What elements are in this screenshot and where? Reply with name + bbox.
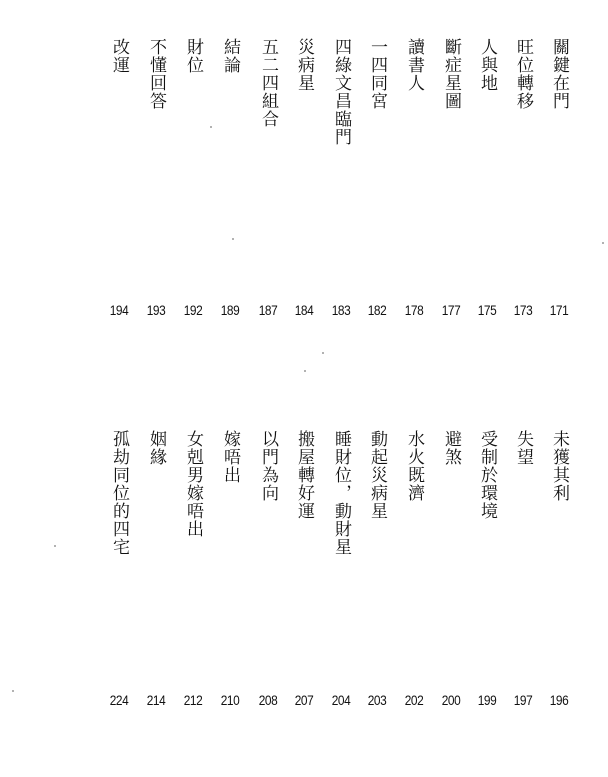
- toc-entry-page-number: 183: [331, 302, 351, 318]
- toc-entry-title: 斷症星圖: [441, 38, 461, 110]
- toc-entry-page-number: 171: [549, 302, 569, 318]
- toc-entry-title: 搬屋轉好運: [294, 430, 314, 520]
- toc-entry-title: 旺位轉移: [513, 38, 533, 110]
- toc-entry-page-number: 178: [404, 302, 424, 318]
- toc-entry-page-number: 194: [109, 302, 129, 318]
- toc-entry-title: 人與地: [477, 38, 497, 92]
- toc-entry-title: 災病星: [294, 38, 314, 92]
- scan-speck: [210, 126, 212, 128]
- toc-entry-title: 財位: [183, 38, 203, 74]
- toc-entry-page-number: 173: [513, 302, 533, 318]
- scan-speck: [12, 690, 14, 692]
- toc-entry-page-number: 224: [109, 692, 129, 708]
- toc-entry-title: 關鍵在門: [549, 38, 569, 110]
- scan-speck: [322, 352, 324, 354]
- toc-entry-title: 嫁唔出: [220, 430, 240, 484]
- toc-entry-title: 結論: [220, 38, 240, 74]
- scan-speck: [602, 242, 604, 244]
- toc-entry-title: 未獲其利: [549, 430, 569, 502]
- toc-entry-page-number: 182: [367, 302, 387, 318]
- toc-entry-title: 五二四組合: [258, 38, 278, 128]
- toc-entry-page-number: 212: [183, 692, 203, 708]
- toc-entry-page-number: 177: [441, 302, 461, 318]
- toc-entry-page-number: 204: [331, 692, 351, 708]
- toc-entry-title: 讀書人: [404, 38, 424, 92]
- toc-entry-page-number: 175: [477, 302, 497, 318]
- toc-entry-title: 以門為向: [258, 430, 278, 502]
- toc-entry-page-number: 207: [294, 692, 314, 708]
- scan-speck: [304, 370, 306, 372]
- toc-entry-title: 水火既濟: [404, 430, 424, 502]
- toc-entry-page-number: 196: [549, 692, 569, 708]
- toc-entry-page-number: 192: [183, 302, 203, 318]
- toc-entry-page-number: 203: [367, 692, 387, 708]
- toc-entry-title: 姻緣: [146, 430, 166, 466]
- toc-entry-page-number: 202: [404, 692, 424, 708]
- toc-entry-title: 四綠文昌臨門: [331, 38, 351, 146]
- toc-entry-title: 孤劫同位的四宅: [109, 430, 129, 556]
- toc-entry-title: 女剋男嫁唔出: [183, 430, 203, 538]
- toc-entry-title: 失望: [513, 430, 533, 466]
- toc-entry-page-number: 214: [146, 692, 166, 708]
- toc-entry-title: 動起災病星: [367, 430, 387, 520]
- toc-entry-page-number: 189: [220, 302, 240, 318]
- toc-entry-title: 受制於環境: [477, 430, 497, 520]
- toc-entry-page-number: 210: [220, 692, 240, 708]
- scan-speck: [232, 238, 234, 240]
- toc-entry-page-number: 187: [258, 302, 278, 318]
- toc-entry-title: 避煞: [441, 430, 461, 466]
- toc-entry-title: 睡財位，動財星: [331, 430, 351, 556]
- toc-entry-page-number: 184: [294, 302, 314, 318]
- toc-entry-page-number: 200: [441, 692, 461, 708]
- toc-entry-page-number: 197: [513, 692, 533, 708]
- toc-entry-page-number: 208: [258, 692, 278, 708]
- toc-entry-page-number: 199: [477, 692, 497, 708]
- scan-speck: [54, 545, 56, 547]
- toc-entry-page-number: 193: [146, 302, 166, 318]
- toc-entry-title: 一四同宮: [367, 38, 387, 110]
- toc-entry-title: 改運: [109, 38, 129, 74]
- toc-entry-title: 不懂回答: [146, 38, 166, 110]
